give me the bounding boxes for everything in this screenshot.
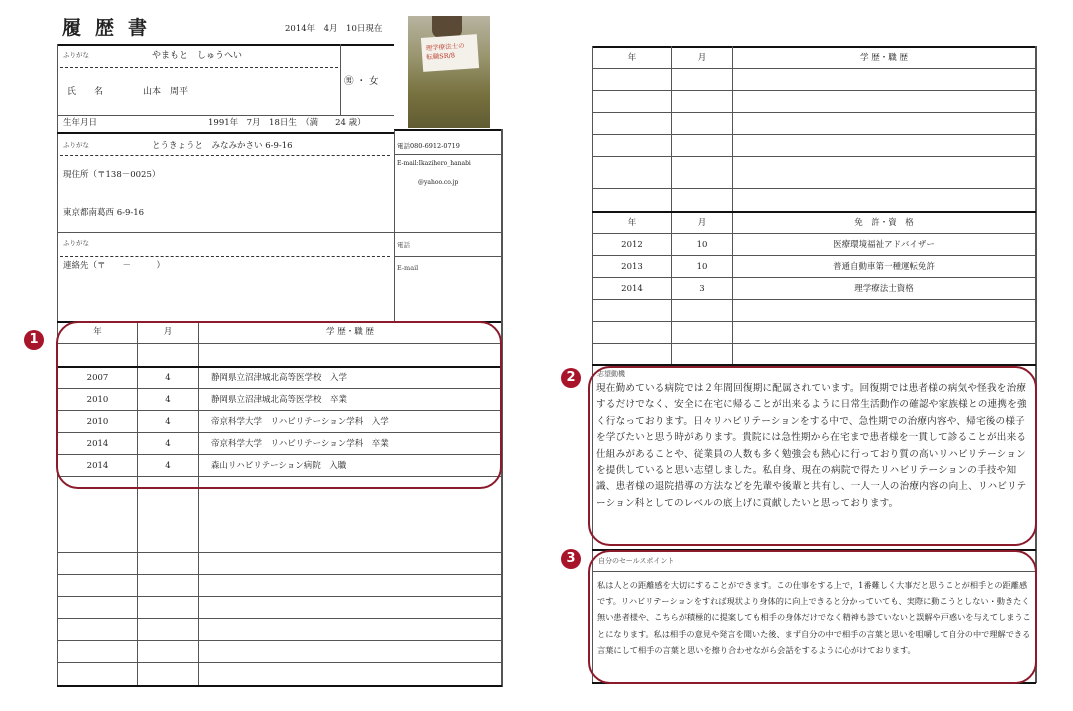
furigana-name: やまもと しゅうへい — [152, 51, 243, 61]
row-year: 2014 — [86, 461, 109, 471]
contact-email-label: E-mail — [397, 264, 419, 272]
address-furigana-label: ふりがな — [63, 141, 89, 149]
date-line: 2014年 4月 10日現在 — [285, 24, 383, 34]
selling-points-label: 自分のセールスポイント — [598, 557, 675, 565]
history-col-item: 学 歴・職 歴 — [326, 327, 374, 337]
email-line1: E-mail:Ikazihero_hanabi — [397, 160, 471, 167]
row-month: 4 — [165, 439, 171, 449]
row-month: 4 — [165, 373, 171, 383]
row-month: 4 — [165, 417, 171, 427]
birth-date: 1991年 7月 18日生 （満 24 歳） — [208, 118, 366, 128]
applicant-name: 山本 周平 — [143, 87, 189, 97]
license-year: 2014 — [621, 284, 643, 294]
callout-badge-2: 2 — [561, 368, 581, 388]
history-col-year: 年 — [93, 327, 102, 337]
phone-value: 電話080-6912-0719 — [397, 142, 460, 150]
row-item: 帝京科学大学 リハビリテーション学科 卒業 — [211, 439, 389, 449]
license-col-month: 月 — [697, 218, 707, 228]
license-month: 10 — [696, 240, 708, 250]
row-year: 2010 — [86, 417, 109, 427]
applicant-photo — [408, 16, 490, 128]
row-year: 2007 — [86, 373, 109, 383]
license-year: 2013 — [621, 262, 643, 272]
row-item: 森山リハビリテーション病院 入職 — [211, 461, 347, 471]
license-item: 医療環境福祉アドバイザー — [833, 240, 935, 250]
birth-label: 生年月日 — [63, 118, 98, 128]
license-month: 3 — [699, 284, 705, 294]
photo-sign-text: 理学療法士の 転職SR/8 — [425, 41, 465, 62]
row-month: 4 — [165, 395, 171, 405]
license-item: 普通自動車第一種運転免許 — [832, 262, 935, 272]
title-char-2: 歴 — [95, 17, 115, 39]
name-label: 氏 名 — [67, 87, 104, 97]
gender-field: ㊚ ・ 女 — [344, 76, 379, 87]
furigana-label: ふりがな — [63, 51, 89, 59]
address-label: 現住所（〒138－0025） — [63, 170, 161, 180]
right-history-col-year: 年 — [627, 53, 637, 63]
contact-furigana-label: ふりがな — [63, 239, 89, 247]
selling-points-text: 私は人との距離感を大切にすることができます。この仕事をする上で，1番難しく大事だと思うことが相手との距離感です。リハビリテーションをすれば現状より身体的に向上できると分かっていても、実際に動こうとしない・動きたく無い患者様や、こちらが積極的に提案しても相手の身体だけでなく精神も診ていないと誤解や戸惑いを与えてしまうことになります。私は相手の意見や発言を聞いた後、まず自分の中で相手の言葉と思いを咀嚼して自分の中で理解できる言葉にして相手の言葉と思いを擦り合わせながら会話をするように心がけております。 — [597, 580, 1031, 655]
license-col-year: 年 — [627, 218, 637, 228]
title-char-3: 書 — [128, 17, 148, 39]
license-month: 10 — [696, 262, 708, 272]
right-history-col-item: 学 歴・職 歴 — [860, 53, 908, 63]
row-item: 静岡県立沼津城北高等医学校 入学 — [211, 373, 348, 383]
motivation-text: 現在勤めている病院では２年間回復期に配属されています。回復期では患者様の病気や怪我を治療するだけでなく、安全に在宅に帰ることが出来るように日常生活動作の確認や家族様との連携を強く行なっております。日々リハビリテーションをする中で、急性期での治療内容や、帰宅後の様子を学びたいと思う時があります。貴院には急性期から在宅まで患者様を一貫して診ることが出来る仕組みがあることや、従業員の人数も多く勉強会も熱心に行っており質の高いリハビリテーションを提供していると思い志望しました。私自身、現在の病院で得たリハビリテーションの手技や知識、患者様の退院措導の方法などを先輩や後輩と共有し、一人一人の治療内容の向上、リハビリテーション科としてのレベルの底上げに貢献したいと思っております。 — [596, 383, 1027, 509]
license-item: 理学療法士資格 — [854, 284, 914, 294]
motivation-label: 志望動機 — [597, 370, 625, 378]
contact-phone-label: 電話 — [397, 241, 410, 249]
contact-label: 連絡先（〒 － ） — [63, 261, 166, 271]
row-month: 4 — [165, 461, 171, 471]
right-history-col-month: 月 — [697, 53, 707, 63]
address-furigana: とうきょうと みなみかさい 6-9-16 — [152, 141, 293, 151]
history-col-month: 月 — [163, 327, 173, 337]
email-line2: @yahoo.co.jp — [418, 179, 459, 186]
license-year: 2012 — [621, 240, 643, 250]
callout-oval-2 — [588, 366, 1037, 546]
row-year: 2010 — [86, 395, 109, 405]
row-year: 2014 — [86, 439, 109, 449]
callout-oval-1 — [56, 321, 502, 489]
row-item: 静岡県立沼津城北高等医学校 卒業 — [211, 395, 348, 405]
row-item: 帝京科学大学 リハビリテーション学科 入学 — [211, 417, 389, 427]
license-col-item: 免 許・資 格 — [854, 218, 914, 228]
callout-oval-3 — [588, 550, 1037, 684]
address-value: 東京都南葛西 6-9-16 — [63, 208, 145, 218]
callout-badge-3: 3 — [561, 549, 581, 569]
callout-badge-1: 1 — [24, 330, 44, 350]
title-char-1: 履 — [62, 17, 82, 39]
